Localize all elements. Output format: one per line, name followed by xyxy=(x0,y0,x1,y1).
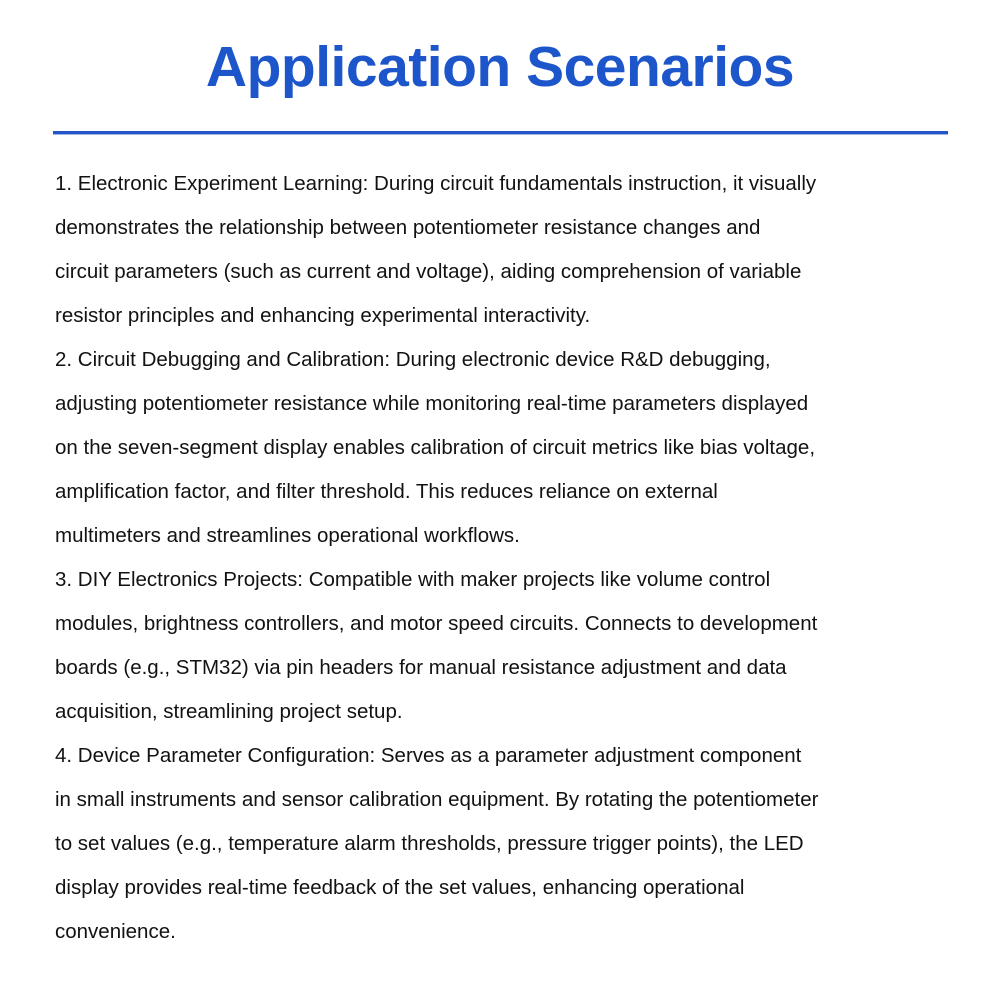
paragraph-3 xyxy=(55,558,945,734)
page-title: Application Scenarios xyxy=(205,35,795,99)
text-line: in small instruments and sensor calibration equipment. By rotating the potentiometer xyxy=(55,788,819,812)
text-line: adjusting potentiometer resistance while monitoring real-time parameters displayed xyxy=(55,392,809,416)
text-line: 2. Circuit Debugging and Calibration: During electronic device R&D debugging, xyxy=(55,348,771,372)
text-line: modules, brightness controllers, and motor speed circuits. Connects to development xyxy=(55,612,818,636)
text-line: demonstrates the relationship between potentiometer resistance changes and xyxy=(55,216,761,240)
paragraph-4 xyxy=(55,734,945,954)
text-line: amplification factor, and filter threshold. This reduces reliance on external xyxy=(55,480,718,504)
text-line: on the seven-segment display enables calibration of circuit metrics like bias voltage, xyxy=(55,436,816,460)
text-line: resistor principles and enhancing experimental interactivity. xyxy=(55,304,591,328)
body-text xyxy=(55,162,945,954)
text-line: display provides real-time feedback of the set values, enhancing operational xyxy=(55,876,745,900)
paragraph-2 xyxy=(55,338,945,558)
text-line: 3. DIY Electronics Projects: Compatible with maker projects like volume control xyxy=(55,568,771,592)
text-line: multimeters and streamlines operational workflows. xyxy=(55,524,520,548)
text-line: convenience. xyxy=(55,920,176,944)
text-line: 4. Device Parameter Configuration: Serves as a parameter adjustment component xyxy=(55,744,802,768)
paragraph-1 xyxy=(55,162,945,338)
text-line: to set values (e.g., temperature alarm thresholds, pressure trigger points), the LED xyxy=(55,832,804,856)
title-divider xyxy=(53,131,948,135)
text-line: boards (e.g., STM32) via pin headers for manual resistance adjustment and data xyxy=(55,656,787,680)
text-line: circuit parameters (such as current and voltage), aiding comprehension of variable xyxy=(55,260,802,284)
text-line: 1. Electronic Experiment Learning: During circuit fundamentals instruction, it visually xyxy=(55,172,817,196)
text-line: acquisition, streamlining project setup. xyxy=(55,700,403,724)
